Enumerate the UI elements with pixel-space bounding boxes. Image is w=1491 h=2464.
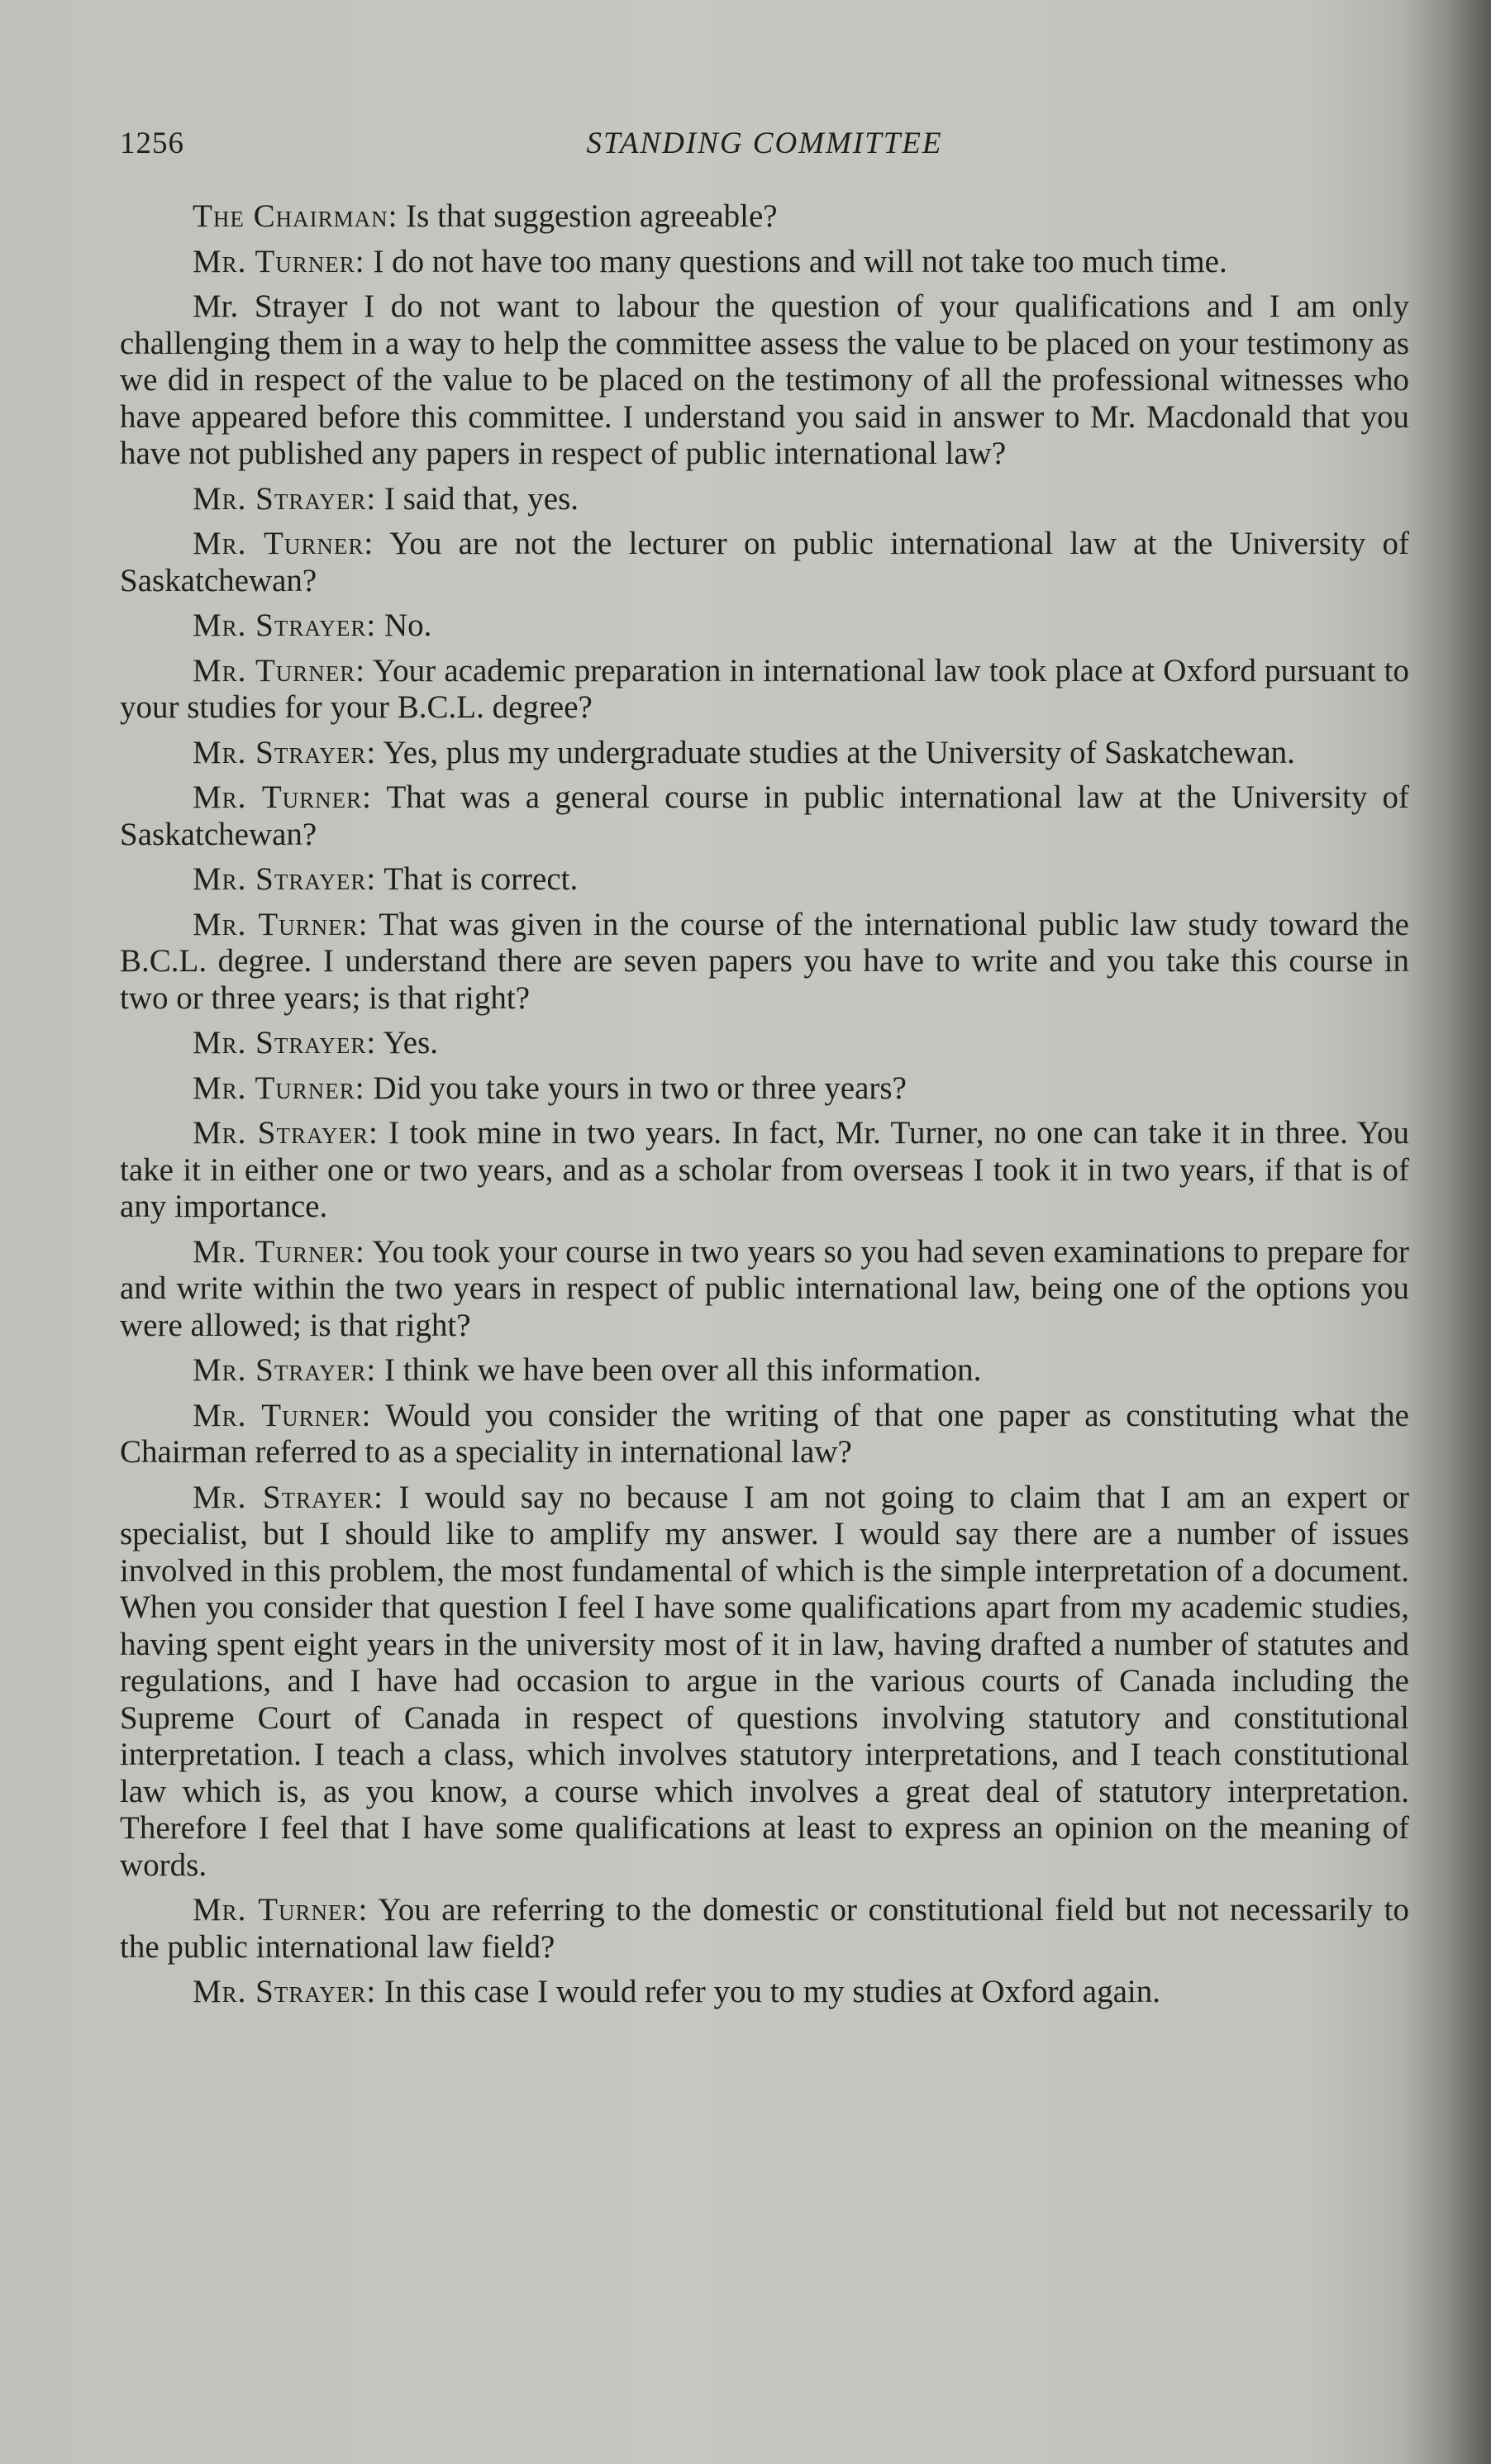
speech-text: Mr. Strayer I do not want to labour the question of your qualifications and I am only challenging them in a way to help the committee assess the value to be placed on your testimony as we did in respect of the value to be placed on the testimony of all the professional witnesses who have appeared before this committee. I understand you said in answer to Mr. Macdonald that you have not published any papers in respect of public international law?: [120, 288, 1409, 471]
paragraph: [120, 1974, 1409, 2011]
paragraph: [120, 735, 1409, 772]
paragraph: [120, 526, 1409, 599]
speech-text: Would you consider the writing of that one paper as constituting what the Chairman referred to as a speciality in international law?: [120, 1397, 1409, 1470]
speech-text: In this case I would refer you to my studies at Oxford again.: [383, 1974, 1160, 2009]
speech-text: I think we have been over all this information.: [383, 1352, 982, 1388]
speaker-label: Mr. Turner:: [193, 652, 366, 689]
speaker-label: Mr. Strayer:: [193, 1974, 377, 2009]
paragraph: [120, 198, 1409, 236]
speaker-label: Mr. Turner:: [193, 526, 374, 561]
speech-text: That was a general course in public international law at the University of Saskatchewan?: [120, 779, 1409, 852]
speech-text: I do not have too many questions and will not take too much time.: [373, 243, 1227, 279]
speech-text: Yes.: [383, 1025, 439, 1060]
paragraph: [120, 1352, 1409, 1389]
paragraph: [120, 1892, 1409, 1966]
paragraph: [120, 779, 1409, 853]
speech-text: Yes, plus my undergraduate studies at the University of Saskatchewan.: [383, 734, 1295, 770]
paragraph: [120, 861, 1409, 898]
speech-text: You took your course in two years so you had seven examinations to prepare for and write within the two years in respect of public international law, being one of the options you were allowed; is that right?: [120, 1233, 1409, 1343]
speaker-label: Mr. Strayer:: [193, 608, 377, 643]
speaker-label: The Chairman:: [193, 198, 398, 234]
speaker-label: Mr. Strayer:: [193, 480, 377, 517]
speaker-label: Mr. Strayer:: [193, 861, 377, 897]
transcript-body: [120, 198, 1409, 2019]
speaker-label: Mr. Turner:: [193, 906, 369, 942]
paragraph: [120, 1115, 1409, 1226]
speaker-label: Mr. Strayer:: [193, 1479, 383, 1515]
speaker-label: Mr. Turner:: [193, 1397, 372, 1433]
paragraph: [120, 1070, 1409, 1108]
speaker-label: Mr. Turner:: [193, 779, 373, 815]
paragraph: [120, 1398, 1409, 1471]
speaker-label: Mr. Strayer:: [193, 734, 377, 770]
speaker-label: Mr. Turner:: [193, 1892, 369, 1928]
page-header: [120, 126, 1409, 165]
speaker-label: Mr. Turner:: [193, 1070, 365, 1106]
paragraph: [120, 907, 1409, 1018]
speaker-label: Mr. Turner:: [193, 243, 365, 279]
speech-text: Your academic preparation in international law took place at Oxford pursuant to your studies for your B.C.L. degree?: [120, 652, 1409, 725]
speech-text: You are referring to the domestic or constitutional field but not necessarily to the public international law field?: [120, 1892, 1409, 1965]
speech-text: Did you take yours in two or three years?: [373, 1070, 907, 1106]
running-head: STANDING COMMITTEE: [586, 126, 943, 160]
paragraph: [120, 244, 1409, 281]
page-number: 1256: [120, 126, 184, 160]
paragraph: [120, 288, 1409, 473]
speech-text: I would say no because I am not going to claim that I am an expert or specialist, but I should like to amplify my answer. I would say there are a number of issues involved in this problem, the most fundamental of which is the simple interpretation of a document. When you consider that question I feel I have some qualifications apart from my academic studies, having spent eight years in the university most of it in law, having drafted a number of statutes and regulations, and I have had occasion to argue in the various courts of Canada including the Supreme Court of Canada in respect of questions involving statutory and constitutional interpretation. I teach a class, which involves statutory interpretations, and I teach constitutional law which is, as you know, a course which involves a great deal of statutory interpretation. Therefore I feel that I have some qualifications at least to express an opinion on the meaning of words.: [120, 1479, 1410, 1883]
speaker-label: Mr. Turner:: [193, 1233, 365, 1270]
speech-text: I took mine in two years. In fact, Mr. Turner, no one can take it in three. You take it in either one or two years, and as a scholar from overseas I took it in two years, if that is of any importance.: [120, 1115, 1410, 1224]
speech-text: Is that suggestion agreeable?: [406, 198, 778, 234]
speaker-label: Mr. Strayer:: [193, 1115, 379, 1151]
paragraph: [120, 653, 1409, 727]
paragraph: [120, 1234, 1409, 1345]
speech-text: I said that, yes.: [383, 480, 579, 517]
paragraph: [120, 608, 1409, 645]
speech-text: No.: [383, 608, 432, 643]
speech-text: That was given in the course of the international public law study toward the B.C.L. degree. I understand there are seven papers you have to write and you take this course in two or three years; is that right?: [120, 906, 1409, 1016]
speech-text: That is correct.: [383, 861, 579, 897]
speaker-label: Mr. Strayer:: [193, 1352, 377, 1388]
speaker-label: Mr. Strayer:: [193, 1025, 377, 1060]
paragraph: [120, 481, 1409, 518]
speech-text: You are not the lecturer on public international law at the University of Saskatchewan?: [120, 526, 1410, 598]
paragraph: [120, 1025, 1409, 1062]
paragraph: [120, 1480, 1409, 1885]
